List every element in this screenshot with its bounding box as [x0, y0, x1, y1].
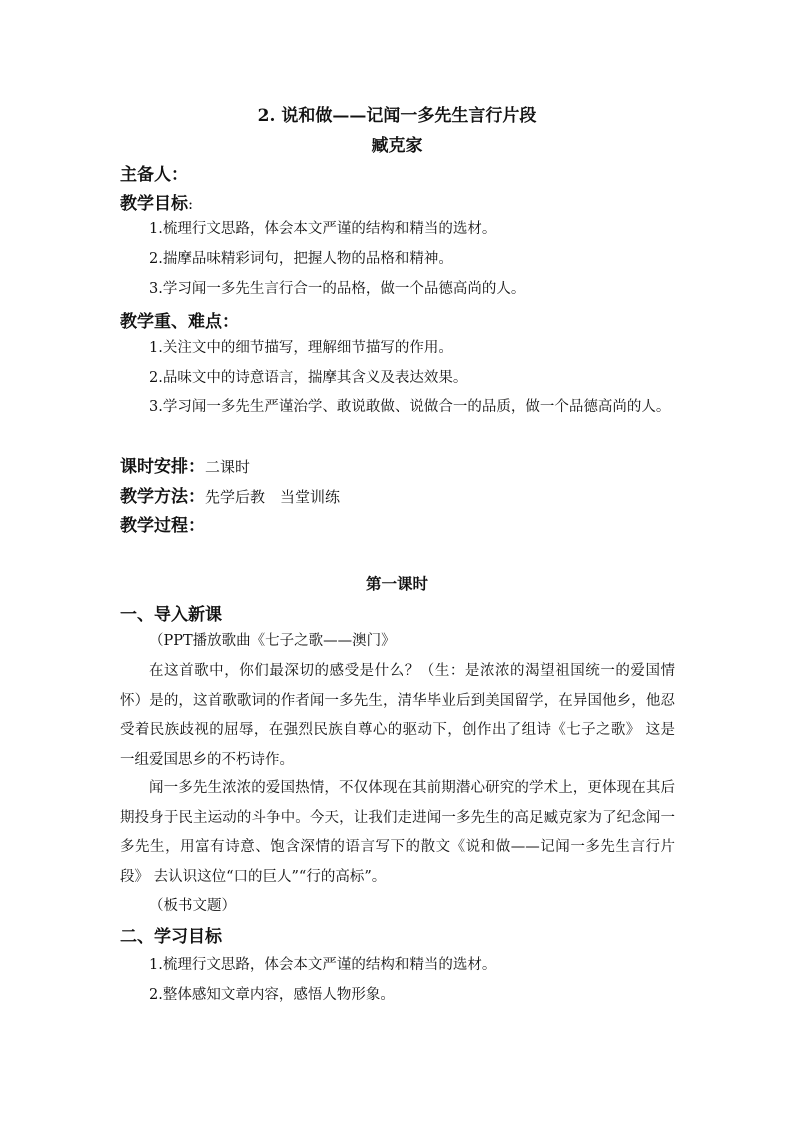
section-1-paragraph-2: 在这首歌中，你们最深切的感受是什么？（生：是浓浓的渴望祖国统一的爱国情怀）是的，这首歌歌词的作者闻一多先生，清华毕业后到美国留学，在异国他乡，他忍受着民族歧视的屈辱，在强烈民族自尊心的驱动下，创作出了组诗《七子之歌》 这是一组爱国思乡的不朽诗作。: [120, 663, 675, 768]
section-1-paragraph-1: （PPT播放歌曲《七子之歌——澳门》: [149, 633, 396, 649]
goal-item-1: 1.梳理行文思路，体会本文严谨的结构和精当的选材。: [149, 221, 497, 237]
key-item-3: 3.学习闻一多先生严谨治学、敢说敢做、说做合一的品质，做一个品德高尚的人。: [149, 399, 671, 415]
goals-heading: 教学目标:: [120, 194, 194, 214]
schedule-row: 课时安排：二课时: [120, 457, 251, 477]
goal-item-2: 2.揣摩品味精彩词句，把握人物的品格和精神。: [149, 251, 453, 267]
document-title: 2. 说和做——记闻一多先生言行片段: [257, 106, 537, 126]
section-1-paragraph-4: （板书文题）: [149, 898, 236, 914]
section-2-item-1: 1.梳理行文思路，体会本文严谨的结构和精当的选材。: [149, 957, 497, 973]
lesson-1-title: 第一课时: [365, 574, 428, 593]
method-row: 教学方法：先学后教 当堂训练: [120, 487, 341, 507]
preparer-label: 主备人：: [120, 165, 188, 185]
process-heading: 教学过程：: [120, 516, 205, 536]
section-2-heading: 二、学习目标: [120, 927, 222, 947]
section-1-paragraph-3: 闻一多先生浓浓的爱国热情，不仅体现在其前期潜心研究的学术上，更体现在其后期投身于民主运动的斗争中。今天，让我们走进闻一多先生的高足臧克家为了纪念闻一多先生，用富有诗意、饱含深情的语言写下的散文《说和做——记闻一多先生言行片段》 去认识这位“口的巨人”“行的高标”。: [120, 780, 675, 885]
key-points-heading: 教学重、难点：: [120, 312, 239, 332]
author-name: 臧克家: [371, 136, 423, 156]
key-item-1: 1.关注文中的细节描写，理解细节描写的作用。: [149, 340, 453, 356]
section-1-heading: 一、导入新课: [120, 605, 222, 625]
section-2-item-2: 2.整体感知文章内容，感悟人物形象。: [149, 987, 395, 1003]
key-item-2: 2.品味文中的诗意语言，揣摩其含义及表达效果。: [149, 370, 468, 386]
goal-item-3: 3.学习闻一多先生言行合一的品格，做一个品德高尚的人。: [149, 281, 526, 297]
